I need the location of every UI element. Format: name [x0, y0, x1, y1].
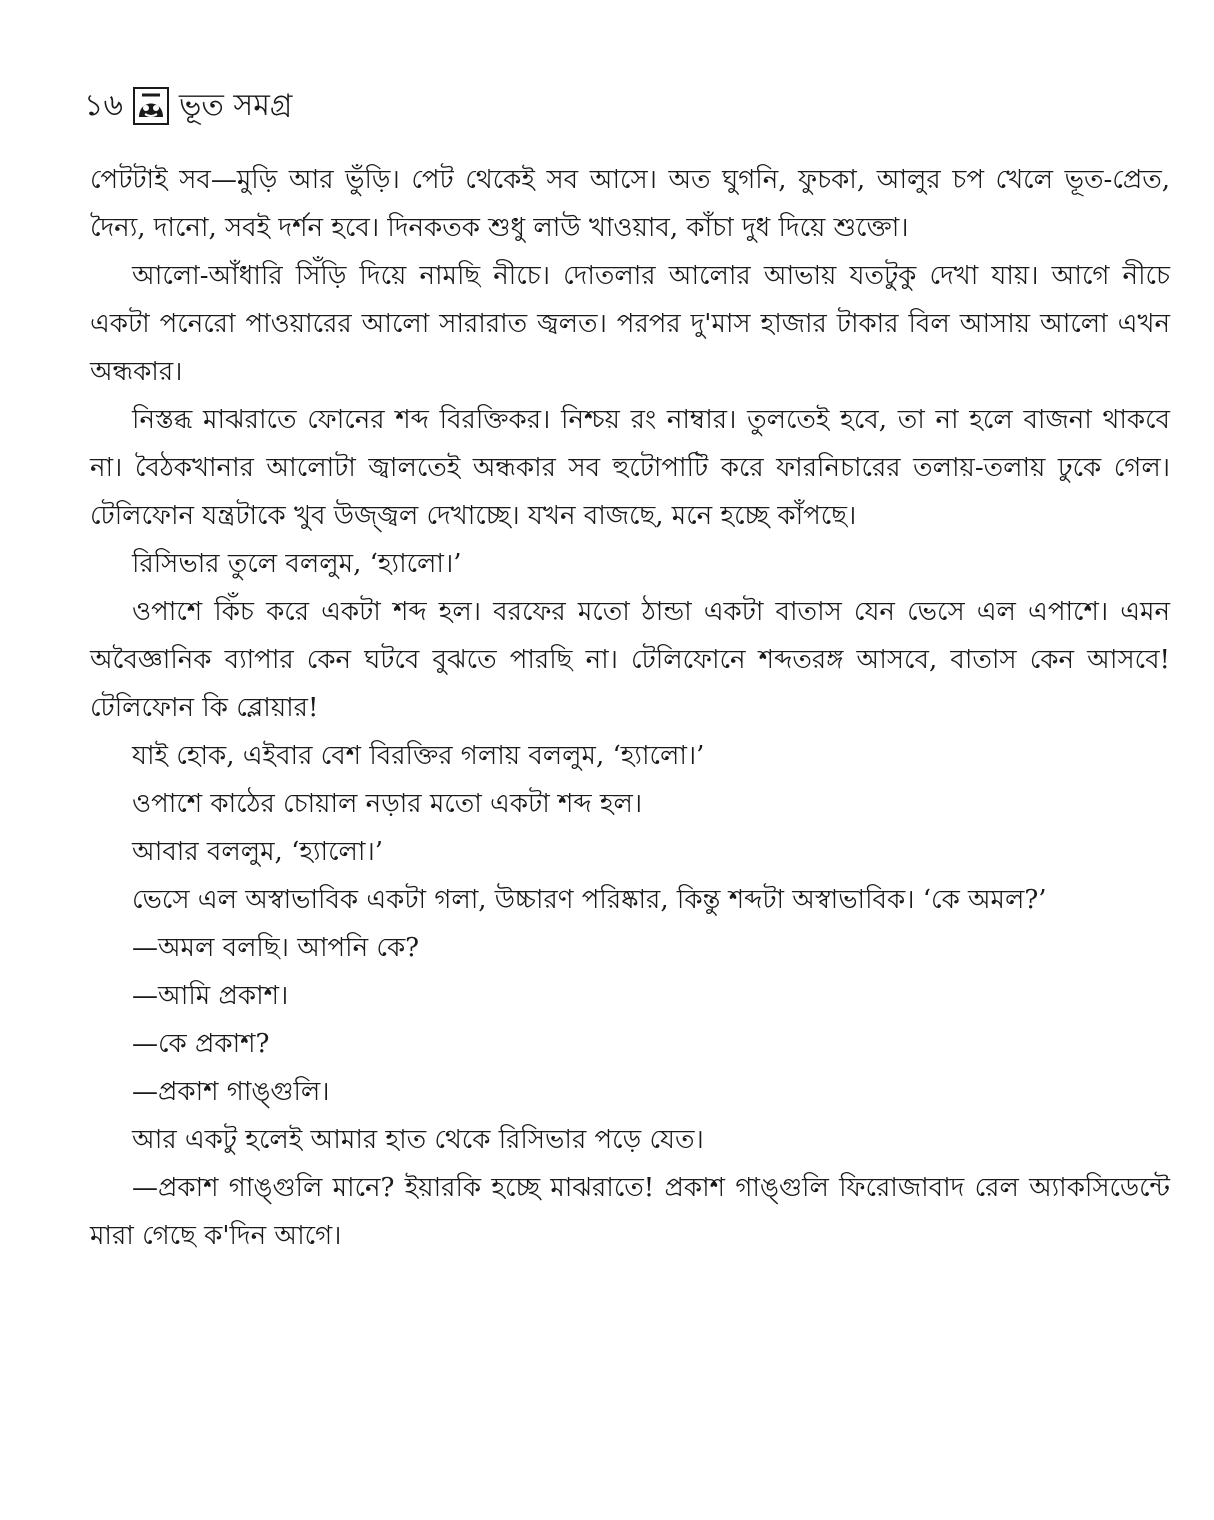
- paragraph: পেটটাই সব—মুড়ি আর ভুঁড়ি। পেট থেকেই সব আসে। অত ঘুগনি, ফুচকা, আলুর চপ খেলে ভূত-প্রেত, দৈন্য, দানো, সবই দর্শন হবে। দিনকতক শুধু লাউ খাওয়াব, কাঁচা দুধ দিয়ে শুক্তো।: [90, 165, 1170, 243]
- page-header: [84, 82, 292, 130]
- paragraph: আলো-আঁধারি সিঁড়ি দিয়ে নামছি নীচে। দোতলার আলোর আভায় যতটুকু দেখা যায়। আগে নীচে একটা পনেরো পাওয়ারের আলো সারারাত জ্বলত। পরপর দু'মাস হাজার টাকার বিল আসায় আলো এখন অন্ধকার।: [90, 261, 1170, 387]
- paragraph: নিস্তব্ধ মাঝরাতে ফোনের শব্দ বিরক্তিকর। নিশ্চয় রং নাম্বার। তুলতেই হবে, তা না হলে বাজনা থাকবে না। বৈঠকখানার আলোটা জ্বালতেই অন্ধকার সব হুটোপাটি করে ফারনিচারের তলায়-তলায় ঢুকে গেল। টেলিফোন যন্ত্রটাকে খুব উজ্জ্বল দেখাচ্ছে। যখন বাজছে, মনে হচ্ছে কাঁপছে।: [90, 405, 1170, 531]
- book-title: ভূত সমগ্র: [178, 88, 293, 123]
- page-number: ১৬: [84, 88, 123, 123]
- ghost-face-emblem-icon: [133, 87, 169, 125]
- paragraph: ওপাশে কিঁচ করে একটা শব্দ হল। বরফের মতো ঠান্ডা একটা বাতাস যেন ভেসে এল এপাশে। এমন অবৈজ্ঞানিক ব্যাপার কেন ঘটবে বুঝতে পারছি না। টেলিফোনে শব্দতরঙ্গ আসবে, বাতাস কেন আসবে! টেলিফোন কি ব্লোয়ার!: [90, 597, 1170, 723]
- paragraph: আবার বললুম, ‘হ্যালো।’: [132, 837, 384, 867]
- dialogue-line: —অমল বলছি। আপনি কে?: [132, 933, 420, 963]
- paragraph: যাই হোক, এইবার বেশ বিরক্তির গলায় বললুম, ‘হ্যালো।’: [132, 741, 705, 771]
- paragraph: ভেসে এল অস্বাভাবিক একটা গলা, উচ্চারণ পরিষ্কার, কিন্তু শব্দটা অস্বাভাবিক। ‘কে অমল?’: [132, 885, 1047, 915]
- dialogue-line: —কে প্রকাশ?: [132, 1029, 270, 1059]
- paragraph: রিসিভার তুলে বললুম, ‘হ্যালো।’: [132, 549, 462, 579]
- paragraph: ওপাশে কাঠের চোয়াল নড়ার মতো একটা শব্দ হল।: [132, 789, 643, 819]
- dialogue-line: —প্রকাশ গাঙ্গুলি মানে? ইয়ারকি হচ্ছে মাঝরাতে! প্রকাশ গাঙ্গুলি ফিরোজাবাদ রেল অ্যাকসিডেন্টে মারা গেছে ক'দিন আগে।: [90, 1173, 1170, 1251]
- dialogue-line: —প্রকাশ গাঙ্গুলি।: [132, 1077, 330, 1107]
- dialogue-line: —আমি প্রকাশ।: [132, 981, 289, 1011]
- paragraph: আর একটু হলেই আমার হাত থেকে রিসিভার পড়ে যেত।: [132, 1125, 704, 1155]
- story-text: [90, 156, 1170, 1260]
